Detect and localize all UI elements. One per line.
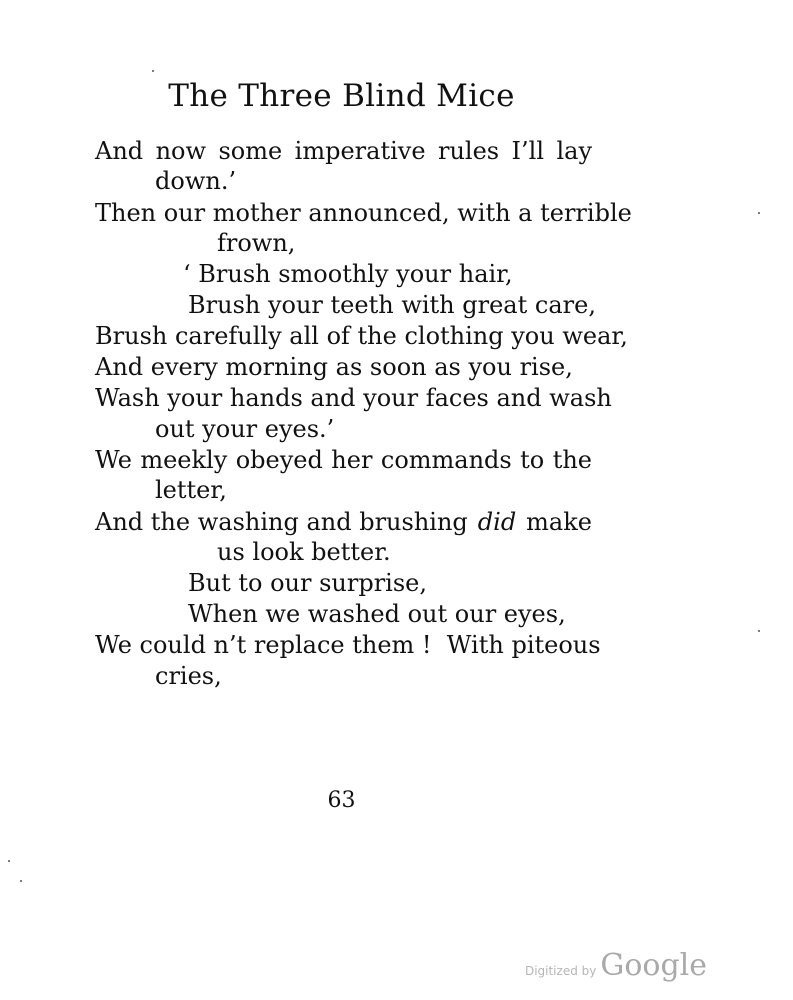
poem-line-2: down.’ [155,167,237,195]
page-number: 63 [327,788,356,813]
poem-line-11: We meekly obeyed her commands to the [95,446,592,474]
poem-line-13 [95,507,592,537]
digitized-by-google-watermark [525,948,707,983]
poem-line-18: cries, [155,662,222,690]
scan-speck [20,880,22,882]
watermark-prefix: Digitized by [524,964,597,978]
poem-line-13-end: make [526,508,592,536]
poem-line-7: Brush carefully all of the clothing you wear, [95,322,628,350]
scan-speck [152,70,154,72]
google-logo: Google [600,948,707,983]
poem-line-14: us look better. [217,538,391,566]
poem-line-15: But to our surprise, [188,569,428,597]
scan-speck [758,630,760,632]
poem-line-4: frown, [217,229,296,257]
poem-line-17: We could n’t replace them ! With piteous [95,631,601,659]
emphasis-did: did [477,508,517,536]
scan-speck [758,212,760,214]
poem-line-6: Brush your teeth with great care, [188,291,596,319]
poem-line-5: ‘ Brush smoothly your hair, [183,260,513,288]
poem-line-10: out your eyes.’ [155,415,335,443]
poem-line-3: Then our mother announced, with a terrible [95,199,632,227]
poem-line-9: Wash your hands and your faces and wash [95,384,612,412]
poem-line-12: letter, [155,476,227,504]
poem-line-8: And every morning as soon as you rise, [95,353,573,381]
poem-line-1: And now some imperative rules I’ll lay [95,137,592,165]
poem-line-13-start: And the washing and brushing [95,508,468,536]
page-title: The Three Blind Mice [168,78,515,114]
poem-line-16: When we washed out our eyes, [188,600,566,628]
scan-speck [8,860,10,862]
